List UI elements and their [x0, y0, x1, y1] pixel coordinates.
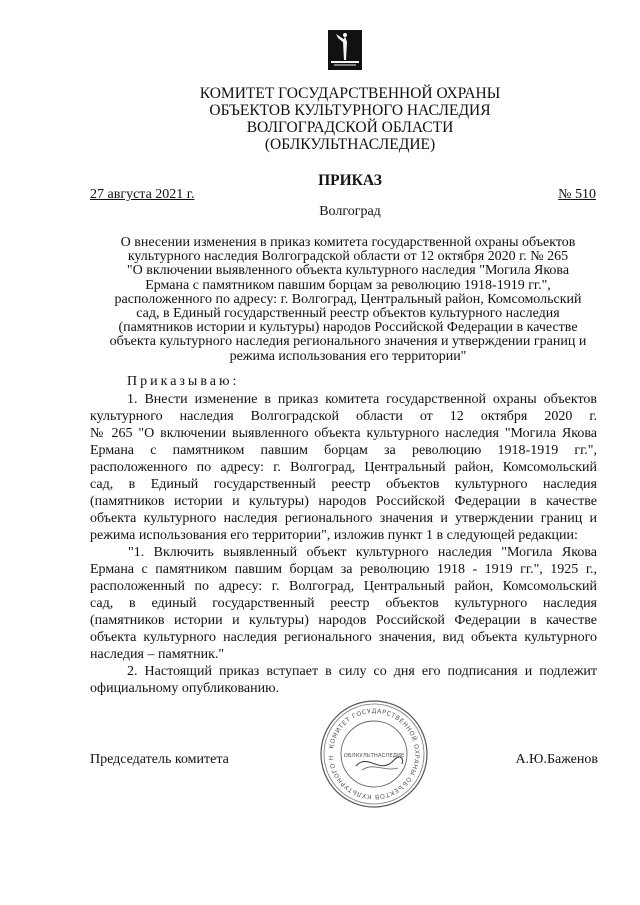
order-city: Волгоград — [319, 204, 381, 219]
order-directive-word: Приказываю: — [127, 374, 240, 389]
org-name-line-1: КОМИТЕТ ГОСУДАРСТВЕННОЙ ОХРАНЫ — [199, 85, 501, 102]
volgograd-coat-of-arms-icon — [328, 30, 362, 70]
subject-line: "О включении выявленного объекта культурного наследия "Могила Якова — [126, 263, 570, 279]
body-line: № 265 "О включении выявленного объекта культурного наследия "Могила Якова — [90, 426, 597, 441]
order-subject — [88, 236, 608, 364]
subject-line: расположенного по адресу: г. Волгоград, Центральный район, Комсомольский — [114, 291, 582, 307]
signer-name: А.Ю.Баженов — [515, 752, 598, 767]
body-line: сад, в единый государственный реестр объектов культурного наследия — [90, 596, 597, 611]
body-line: расположенного по адресу: г. Волгоград, Центральный район, Комсомольский — [90, 460, 597, 475]
subject-line: объекта культурного наследия регионального значения и утверждении границ и — [109, 334, 587, 350]
body-line: Ермана с памятником павшим борцам за революцию 1918-1919 гг.", — [90, 443, 597, 458]
svg-text:КОМИТЕТ ГОСУДАРСТВЕННОЙ ОХРАНЫ: КОМИТЕТ ГОСУДАРСТВЕННОЙ ОХРАНЫ ОБЪЕКТОВ КУЛЬТУРНОГО Н — [327, 707, 421, 801]
subject-line: режима использования его территории" — [229, 348, 467, 364]
body-line: объекта культурного наследия регионального значения и утверждении границ и — [90, 511, 597, 526]
body-line: официальному опубликованию. — [90, 681, 280, 696]
order-number: № 510 — [558, 187, 596, 202]
body-line: (памятников истории и культуры) народов Российской Федерации в качестве — [90, 613, 597, 628]
signer-position: Председатель комитета — [90, 752, 229, 767]
body-line: (памятников истории и культуры) народов Российской Федерации в качестве — [90, 494, 597, 509]
body-line: "1. Включить выявленный объект культурного наследия "Могила Якова — [128, 545, 597, 560]
order-date: 27 августа 2021 г. — [90, 187, 195, 202]
body-line: культурного наследия Волгоградской области от 12 октября 2020 г. — [90, 409, 597, 424]
order-title: ПРИКАЗ — [318, 172, 382, 189]
subject-line: (памятников истории и культуры) народов Российской Федерации в качестве — [118, 320, 578, 336]
svg-text:ОБЛКУЛЬТНАСЛЕДИЕ: ОБЛКУЛЬТНАСЛЕДИЕ — [343, 753, 405, 759]
body-line: 1. Внести изменение в приказ комитета государственной охраны объектов — [127, 392, 597, 407]
org-name-line-2: ОБЪЕКТОВ КУЛЬТУРНОГО НАСЛЕДИЯ — [209, 102, 491, 119]
subject-line: Ермана с памятником павшим борцам за революцию 1918-1919 гг.", — [145, 277, 551, 293]
org-name-line-3: ВОЛГОГРАДСКОЙ ОБЛАСТИ — [246, 119, 454, 136]
body-line: сад, в Единый государственный реестр объектов культурного наследия — [90, 477, 597, 492]
body-line: режима использования его территории", изложив пункт 1 в следующей редакции: — [90, 528, 578, 543]
body-line: расположенный по адресу: г. Волгоград, Центральный район, Комсомольский — [90, 579, 597, 594]
official-round-seal-icon — [318, 698, 430, 810]
body-line: Ермана с памятником павшим борцам за революцию 1918 - 1919 гг.", 1925 г., — [90, 562, 597, 577]
subject-line: О внесении изменения в приказ комитета государственной охраны объектов — [120, 235, 576, 250]
body-line: 2. Настоящий приказ вступает в силу со дня его подписания и подлежит — [127, 664, 597, 679]
subject-line: сад, в Единый государственный реестр объектов культурного наследия — [136, 306, 560, 322]
body-line: наследия – памятник." — [90, 647, 225, 662]
body-line: объекта культурного наследия регионального значения, вид объекта культурного — [90, 630, 597, 645]
org-name-line-4: (ОБЛКУЛЬТНАСЛЕДИЕ) — [264, 136, 436, 153]
subject-line: культурного наследия Волгоградской области от 12 октября 2020 г. № 265 — [127, 249, 569, 265]
